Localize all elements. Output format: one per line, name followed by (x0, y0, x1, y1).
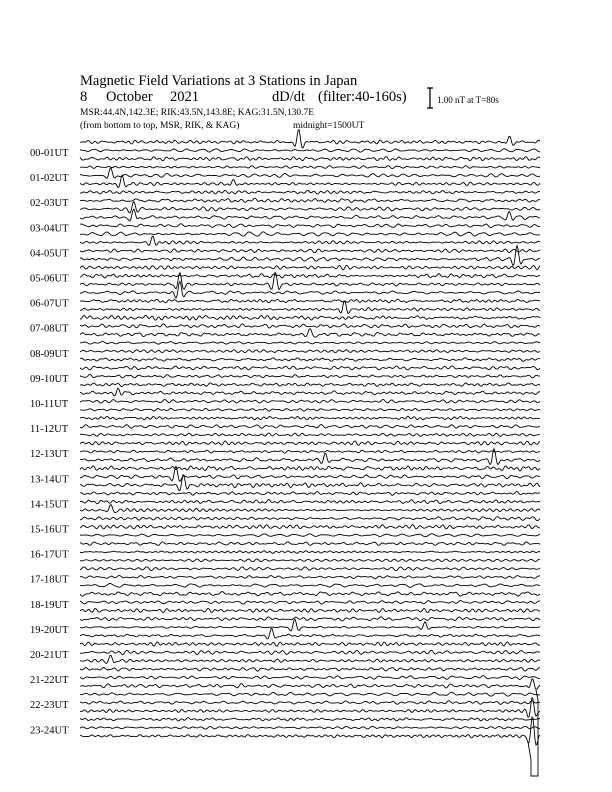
trace-msr-hour-15 (80, 534, 540, 537)
scale-bar-label: 1.00 nT at T=80s (437, 95, 499, 105)
hour-label: 12-13UT (30, 449, 69, 461)
trace-rik-hour-14 (80, 500, 540, 504)
hour-label: 10-11UT (30, 399, 69, 410)
trace-msr-hour-22 (80, 698, 540, 717)
trace-msr-hour-23 (80, 717, 540, 745)
trace-msr-hour-4 (80, 246, 540, 266)
hour-label: 11-12UT (30, 424, 69, 436)
hour-label: 06-07UT (30, 298, 69, 310)
hour-label: 01-02UT (30, 173, 69, 185)
trace-rik-hour-6 (80, 299, 540, 303)
trace-kag-hour-11 (80, 416, 540, 420)
trace-msr-hour-21 (80, 679, 540, 689)
trace-kag-hour-0 (80, 130, 540, 148)
trace-rik-hour-1 (80, 168, 540, 178)
hour-label: 14-15UT (30, 499, 69, 511)
trace-rik-hour-5 (80, 274, 540, 278)
trace-kag-hour-4 (80, 236, 540, 245)
trace-rik-hour-11 (80, 425, 540, 429)
hour-label: 08-09UT (30, 348, 69, 360)
trace-rik-hour-18 (80, 601, 540, 604)
trace-kag-hour-7 (80, 315, 540, 320)
trace-kag-hour-9 (80, 366, 540, 370)
trace-msr-hour-11 (80, 433, 540, 436)
filter-label: (filter:40-160s) (318, 89, 407, 105)
trace-rik-hour-19 (80, 619, 540, 631)
trace-msr-hour-7 (80, 329, 540, 338)
trace-kag-hour-15 (80, 517, 540, 521)
trace-msr-hour-8 (80, 358, 540, 362)
trace-kag-hour-23 (80, 718, 540, 721)
trace-rik-hour-12 (80, 450, 540, 453)
trace-kag-hour-16 (80, 542, 540, 546)
scale-bar (427, 88, 499, 108)
hour-label: 09-10UT (30, 373, 69, 385)
hour-label: 21-22UT (30, 675, 69, 687)
trace-msr-hour-14 (80, 504, 540, 512)
hour-label: 15-16UT (30, 524, 69, 536)
trace-msr-hour-0 (80, 157, 540, 161)
trace-rik-hour-4 (80, 249, 540, 253)
hour-label: 17-18UT (30, 574, 69, 586)
trace-msr-hour-19 (80, 628, 540, 638)
date-year: 2021 (170, 89, 199, 105)
trace-msr-hour-9 (80, 383, 540, 387)
trace-rik-hour-2 (80, 198, 540, 202)
hour-label: 19-20UT (30, 624, 69, 636)
hour-label: 16-17UT (30, 549, 69, 561)
trace-msr-hour-16 (80, 559, 540, 562)
trace-rik-hour-21 (80, 676, 540, 680)
hour-label: 04-05UT (30, 248, 69, 260)
hour-label: 22-23UT (30, 700, 69, 712)
trace-rik-hour-23 (80, 726, 540, 729)
trace-msr-hour-6 (80, 301, 540, 314)
trace-rik-hour-22 (80, 701, 540, 705)
trace-msr-hour-17 (80, 583, 540, 587)
trace-msr-hour-10 (80, 408, 540, 411)
hour-labels (30, 148, 69, 736)
trace-kag-hour-8 (80, 342, 540, 345)
hour-label: 05-06UT (30, 273, 69, 285)
trace-rik-hour-3 (80, 224, 540, 228)
trace-kag-hour-14 (80, 491, 540, 495)
trace-msr-hour-18 (80, 608, 540, 612)
date-day: 8 (80, 89, 88, 105)
hour-label: 13-14UT (30, 474, 69, 486)
chart-title: Magnetic Field Variations at 3 Stations in Japan (80, 73, 358, 89)
date-month: October (106, 89, 153, 105)
station-order-note: (from bottom to top, MSR, RIK, & KAG) (80, 121, 240, 131)
trace-rik-hour-0 (80, 149, 540, 152)
trace-msr-hour-1 (80, 175, 540, 187)
trace-kag-hour-19 (80, 617, 540, 621)
trace-kag-hour-18 (80, 592, 540, 597)
midnight-note: midnight=1500UT (293, 121, 365, 131)
trace-msr-hour-3 (80, 232, 540, 236)
trace-rik-hour-15 (80, 525, 540, 529)
hour-label: 07-08UT (30, 323, 69, 335)
trace-kag-hour-17 (80, 567, 540, 571)
trace-kag-hour-20 (80, 642, 540, 646)
trace-kag-hour-13 (80, 466, 540, 471)
traces (80, 130, 540, 776)
trace-rik-hour-9 (80, 374, 540, 378)
hour-label: 02-03UT (30, 198, 69, 210)
trace-kag-hour-21 (80, 667, 540, 671)
hour-label: 00-01UT (30, 148, 69, 159)
hour-label: 18-19UT (30, 599, 69, 611)
quantity-label: dD/dt (272, 89, 306, 105)
trace-rik-hour-7 (80, 324, 540, 328)
trace-kag-hour-10 (80, 388, 540, 396)
trace-kag-hour-5 (80, 265, 540, 270)
trace-rik-hour-20 (80, 650, 540, 654)
trace-rik-hour-16 (80, 551, 540, 554)
trace-rik-hour-17 (80, 575, 540, 578)
trace-kag-hour-12 (80, 441, 540, 445)
trace-kag-hour-22 (80, 692, 540, 696)
trace-rik-hour-10 (80, 399, 540, 403)
trace-kag-hour-3 (80, 209, 540, 221)
stations-coordinates: MSR:44.4N,142.3E; RIK:43.5N,143.8E; KAG:31.5N,130.7E (80, 108, 315, 118)
trace-msr-hour-20 (80, 655, 540, 663)
hour-label: 23-24UT (30, 725, 69, 737)
hour-label: 03-04UT (30, 223, 69, 235)
trace-msr-hour-2 (80, 202, 540, 213)
trace-kag-hour-2 (80, 190, 540, 194)
trace-rik-hour-8 (80, 350, 540, 353)
trace-kag-hour-1 (80, 166, 540, 169)
hour-label: 20-21UT (30, 650, 69, 661)
